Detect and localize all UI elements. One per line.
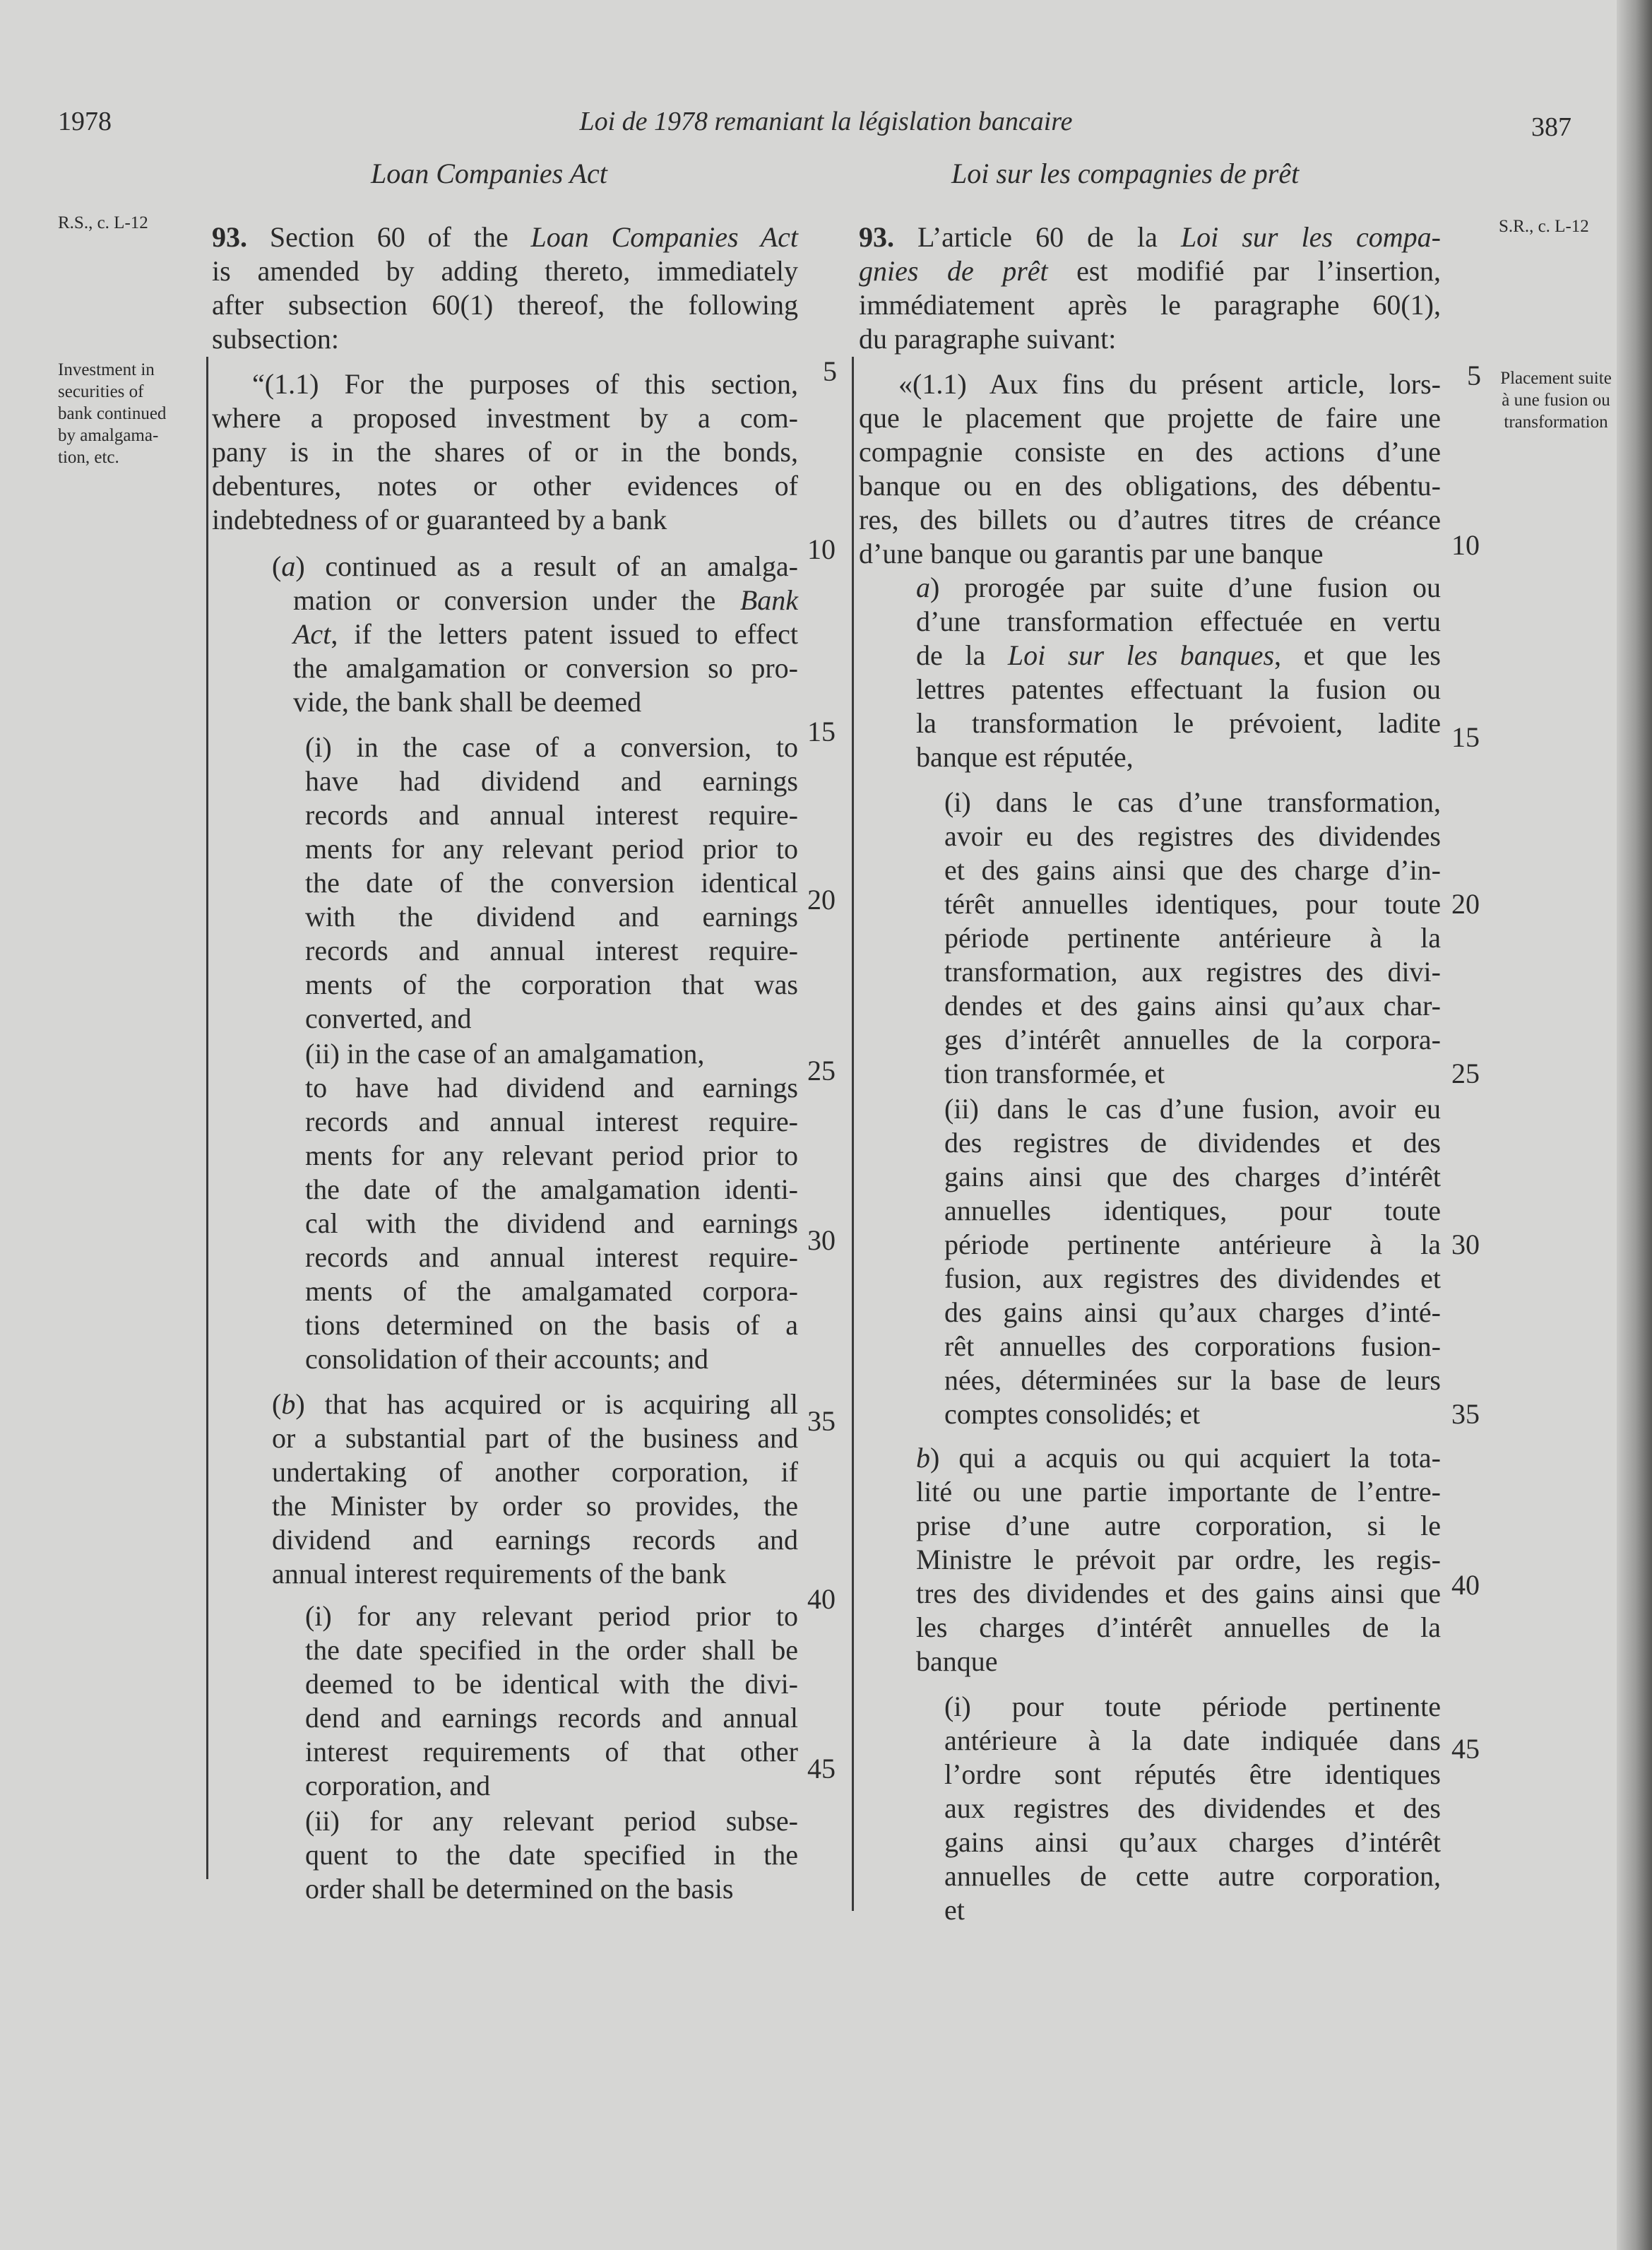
french-line-number: 25 (1451, 1058, 1480, 1089)
french-text-line: lité ou une partie importante de l’entre- (916, 1476, 1441, 1508)
margin-ref-fr: S.R., c. L-12 (1499, 217, 1589, 236)
french-text-line: banque ou en des obligations, des débentu- (859, 470, 1441, 502)
english-text-line: annual interest requirements of the bank (272, 1558, 727, 1589)
english-text-line: ments for any relevant period prior to (305, 833, 798, 865)
english-text-line: (ii) in the case of an amalgamation, (305, 1038, 705, 1070)
margin-note-fr-line: transformation (1504, 413, 1608, 432)
english-line-number: 40 (807, 1583, 836, 1615)
english-text-line: tions determined on the basis of a (305, 1309, 798, 1341)
english-text-line: is amended by adding thereto, immediately (212, 255, 798, 287)
english-text-line: converted, and (305, 1002, 472, 1034)
english-text-line: vide, the bank shall be deemed (293, 686, 642, 718)
french-text-line: lettres patentes effectuant la fusion ou (916, 673, 1441, 705)
french-line-number: 35 (1451, 1398, 1480, 1430)
french-text-line: comptes consolidés; et (944, 1398, 1201, 1430)
french-line-number: 10 (1451, 529, 1480, 561)
french-text-line: fusion, aux registres des dividendes et (944, 1262, 1441, 1294)
margin-note-en-line: bank continued (58, 404, 167, 423)
french-text-line: de la Loi sur les banques, et que les (916, 639, 1441, 671)
english-text-line: quent to the date specified in the (305, 1839, 798, 1871)
french-text-line: l’ordre sont réputés être identiques (944, 1758, 1441, 1790)
column-rule-right (852, 357, 854, 1911)
french-text-line: compagnie consiste en des actions d’une (859, 436, 1441, 468)
margin-ref-en: R.S., c. L-12 (58, 213, 148, 232)
french-text-line: antérieure à la date indiquée dans (944, 1724, 1441, 1756)
running-head-year: 1978 (58, 107, 112, 136)
french-text-line: (i) pour toute période pertinente (944, 1691, 1441, 1722)
margin-note-en-line: Investment in (58, 360, 155, 379)
french-text-line: d’une banque ou garantis par une banque (859, 538, 1324, 569)
french-text-line: prise d’une autre corporation, si le (916, 1510, 1441, 1541)
english-text-line: “(1.1) For the purposes of this section, (252, 368, 798, 400)
page-number: 387 (1531, 112, 1571, 142)
french-text-line: les charges d’intérêt annuelles de la (916, 1611, 1441, 1643)
french-text-line: période pertinente antérieure à la (944, 1228, 1441, 1260)
french-text-line: rêt annuelles des corporations fusion- (944, 1330, 1441, 1362)
margin-note-fr-line: à une fusion ou (1502, 391, 1610, 410)
french-text-line: des registres de dividendes et des (944, 1127, 1441, 1159)
english-text-line: records and annual interest require- (305, 1106, 798, 1137)
french-text-line: avoir eu des registres des dividendes (944, 820, 1441, 852)
english-text-line: the date of the amalgamation identi- (305, 1173, 798, 1205)
english-line-number: 35 (807, 1405, 836, 1437)
english-text-line: have had dividend and earnings (305, 765, 798, 797)
subhead-en: Loan Companies Act (371, 158, 607, 189)
english-text-line: consolidation of their accounts; and (305, 1343, 708, 1375)
english-text-line: where a proposed investment by a com- (212, 402, 798, 434)
french-text-line: des gains ainsi qu’aux charges d’inté- (944, 1296, 1441, 1328)
french-text-line: annuelles identiques, pour toute (944, 1195, 1441, 1226)
english-text-line: (a) continued as a result of an amalga- (272, 550, 798, 582)
french-text-line: immédiatement après le paragraphe 60(1), (859, 289, 1441, 321)
english-text-line: cal with the dividend and earnings (305, 1207, 798, 1239)
english-text-line: subsection: (212, 323, 339, 355)
margin-note-fr-line: Placement suite (1500, 369, 1612, 388)
english-line-number: 5 (823, 355, 837, 387)
english-text-line: corporation, and (305, 1770, 491, 1801)
english-text-line: (i) for any relevant period prior to (305, 1600, 798, 1632)
french-text-line: (ii) dans le cas d’une fusion, avoir eu (944, 1093, 1441, 1125)
english-text-line: Act, if the letters patent issued to effect (293, 618, 798, 650)
french-line-number: 5 (1467, 360, 1481, 391)
english-text-line: dividend and earnings records and (272, 1524, 798, 1556)
english-text-line: or a substantial part of the business and (272, 1422, 798, 1454)
french-text-line: banque est réputée, (916, 741, 1134, 773)
english-text-line: (b) that has acquired or is acquiring all (272, 1388, 798, 1420)
english-line-number: 20 (807, 884, 836, 916)
french-text-line: dendes et des gains ainsi qu’aux char- (944, 990, 1441, 1022)
french-text-line: a) prorogée par suite d’une fusion ou (916, 572, 1441, 603)
english-line-number: 25 (807, 1055, 836, 1086)
french-text-line: annuelles de cette autre corporation, (944, 1860, 1441, 1892)
english-text-line: (i) in the case of a conversion, to (305, 731, 798, 763)
english-text-line: the date specified in the order shall be (305, 1634, 798, 1666)
english-text-line: records and annual interest require- (305, 799, 798, 831)
english-text-line: undertaking of another corporation, if (272, 1456, 798, 1488)
english-text-line: order shall be determined on the basis (305, 1873, 734, 1905)
french-text-line: d’une transformation effectuée en vertu (916, 605, 1441, 637)
french-text-line: Ministre le prévoit par ordre, les regis- (916, 1544, 1441, 1575)
english-text-line: ments for any relevant period prior to (305, 1139, 798, 1171)
french-line-number: 40 (1451, 1569, 1480, 1601)
english-text-line: with the dividend and earnings (305, 901, 798, 932)
french-text-line: aux registres des dividendes et des (944, 1792, 1441, 1824)
french-text-line: «(1.1) Aux fins du présent article, lors- (898, 368, 1441, 400)
english-text-line: debentures, notes or other evidences of (212, 470, 798, 502)
french-text-line: tres des dividendes et des gains ainsi que (916, 1577, 1441, 1609)
margin-note-en-line: tion, etc. (58, 448, 119, 467)
english-text-line: ments of the amalgamated corpora- (305, 1275, 798, 1307)
english-text-line: the amalgamation or conversion so pro- (293, 652, 798, 684)
english-text-line: deemed to be identical with the divi- (305, 1668, 798, 1700)
english-line-number: 10 (807, 533, 836, 565)
french-text-line: gnies de prêt est modifié par l’insertion, (859, 255, 1441, 287)
running-head-title: Loi de 1978 remaniant la législation bancaire (579, 107, 1073, 136)
french-text-line: du paragraphe suivant: (859, 323, 1117, 355)
french-text-line: la transformation le prévoient, ladite (916, 707, 1441, 739)
english-text-line: the Minister by order so provides, the (272, 1490, 798, 1522)
french-text-line: transformation, aux registres des divi- (944, 956, 1441, 988)
subhead-fr: Loi sur les compagnies de prêt (951, 158, 1300, 189)
english-text-line: to have had dividend and earnings (305, 1072, 798, 1103)
english-line-number: 30 (807, 1224, 836, 1256)
english-text-line: the date of the conversion identical (305, 867, 798, 899)
english-text-line: pany is in the shares of or in the bonds, (212, 436, 798, 468)
english-text-line: indebtedness of or guaranteed by a bank (212, 504, 667, 535)
french-text-line: et des gains ainsi que des charge d’in- (944, 854, 1441, 886)
english-text-line: after subsection 60(1) thereof, the following (212, 289, 798, 321)
english-text-line: interest requirements of that other (305, 1736, 798, 1768)
french-text-line: et (944, 1894, 965, 1926)
margin-note-fr (1482, 367, 1630, 433)
french-text-line: (i) dans le cas d’une transformation, (944, 786, 1441, 818)
english-text-line: records and annual interest require- (305, 1241, 798, 1273)
french-text-line: ges d’intérêt annuelles de la corpora- (944, 1024, 1441, 1055)
english-text-line: (ii) for any relevant period subse- (305, 1805, 798, 1837)
french-text-line: tion transformée, et (944, 1058, 1165, 1089)
french-text-line: res, des billets ou d’autres titres de créance (859, 504, 1441, 535)
french-text-line: gains ainsi qu’aux charges d’intérêt (944, 1826, 1441, 1858)
english-text-line: dend and earnings records and annual (305, 1702, 798, 1734)
french-text-line: que le placement que projette de faire une (859, 402, 1441, 434)
french-text-line: banque (916, 1645, 998, 1677)
french-text-line: période pertinente antérieure à la (944, 922, 1441, 954)
english-text-line: mation or conversion under the Bank (293, 584, 798, 616)
french-line-number: 15 (1451, 721, 1480, 753)
french-text-line: nées, déterminées sur la base de leurs (944, 1364, 1441, 1396)
english-text-line: ments of the corporation that was (305, 969, 798, 1000)
margin-note-en (58, 359, 199, 468)
column-rule-left (206, 357, 208, 1879)
margin-note-en-line: securities of (58, 382, 144, 401)
margin-note-en-line: by amalgama- (58, 426, 159, 445)
french-text-line: b) qui a acquis ou qui acquiert la tota- (916, 1442, 1441, 1474)
french-text-line: gains ainsi que des charges d’intérêt (944, 1161, 1441, 1192)
english-line-number: 45 (807, 1753, 836, 1784)
english-text-line: records and annual interest require- (305, 935, 798, 966)
french-line-number: 45 (1451, 1733, 1480, 1765)
french-text-line: térêt annuelles identiques, pour toute (944, 888, 1441, 920)
english-text-line: 93. Section 60 of the Loan Companies Act (212, 221, 799, 253)
french-text-line: 93. L’article 60 de la Loi sur les compa- (859, 221, 1442, 253)
page-edge-shadow (1617, 0, 1652, 2250)
english-line-number: 15 (807, 716, 836, 747)
french-line-number: 20 (1451, 888, 1480, 920)
french-line-number: 30 (1451, 1228, 1480, 1260)
